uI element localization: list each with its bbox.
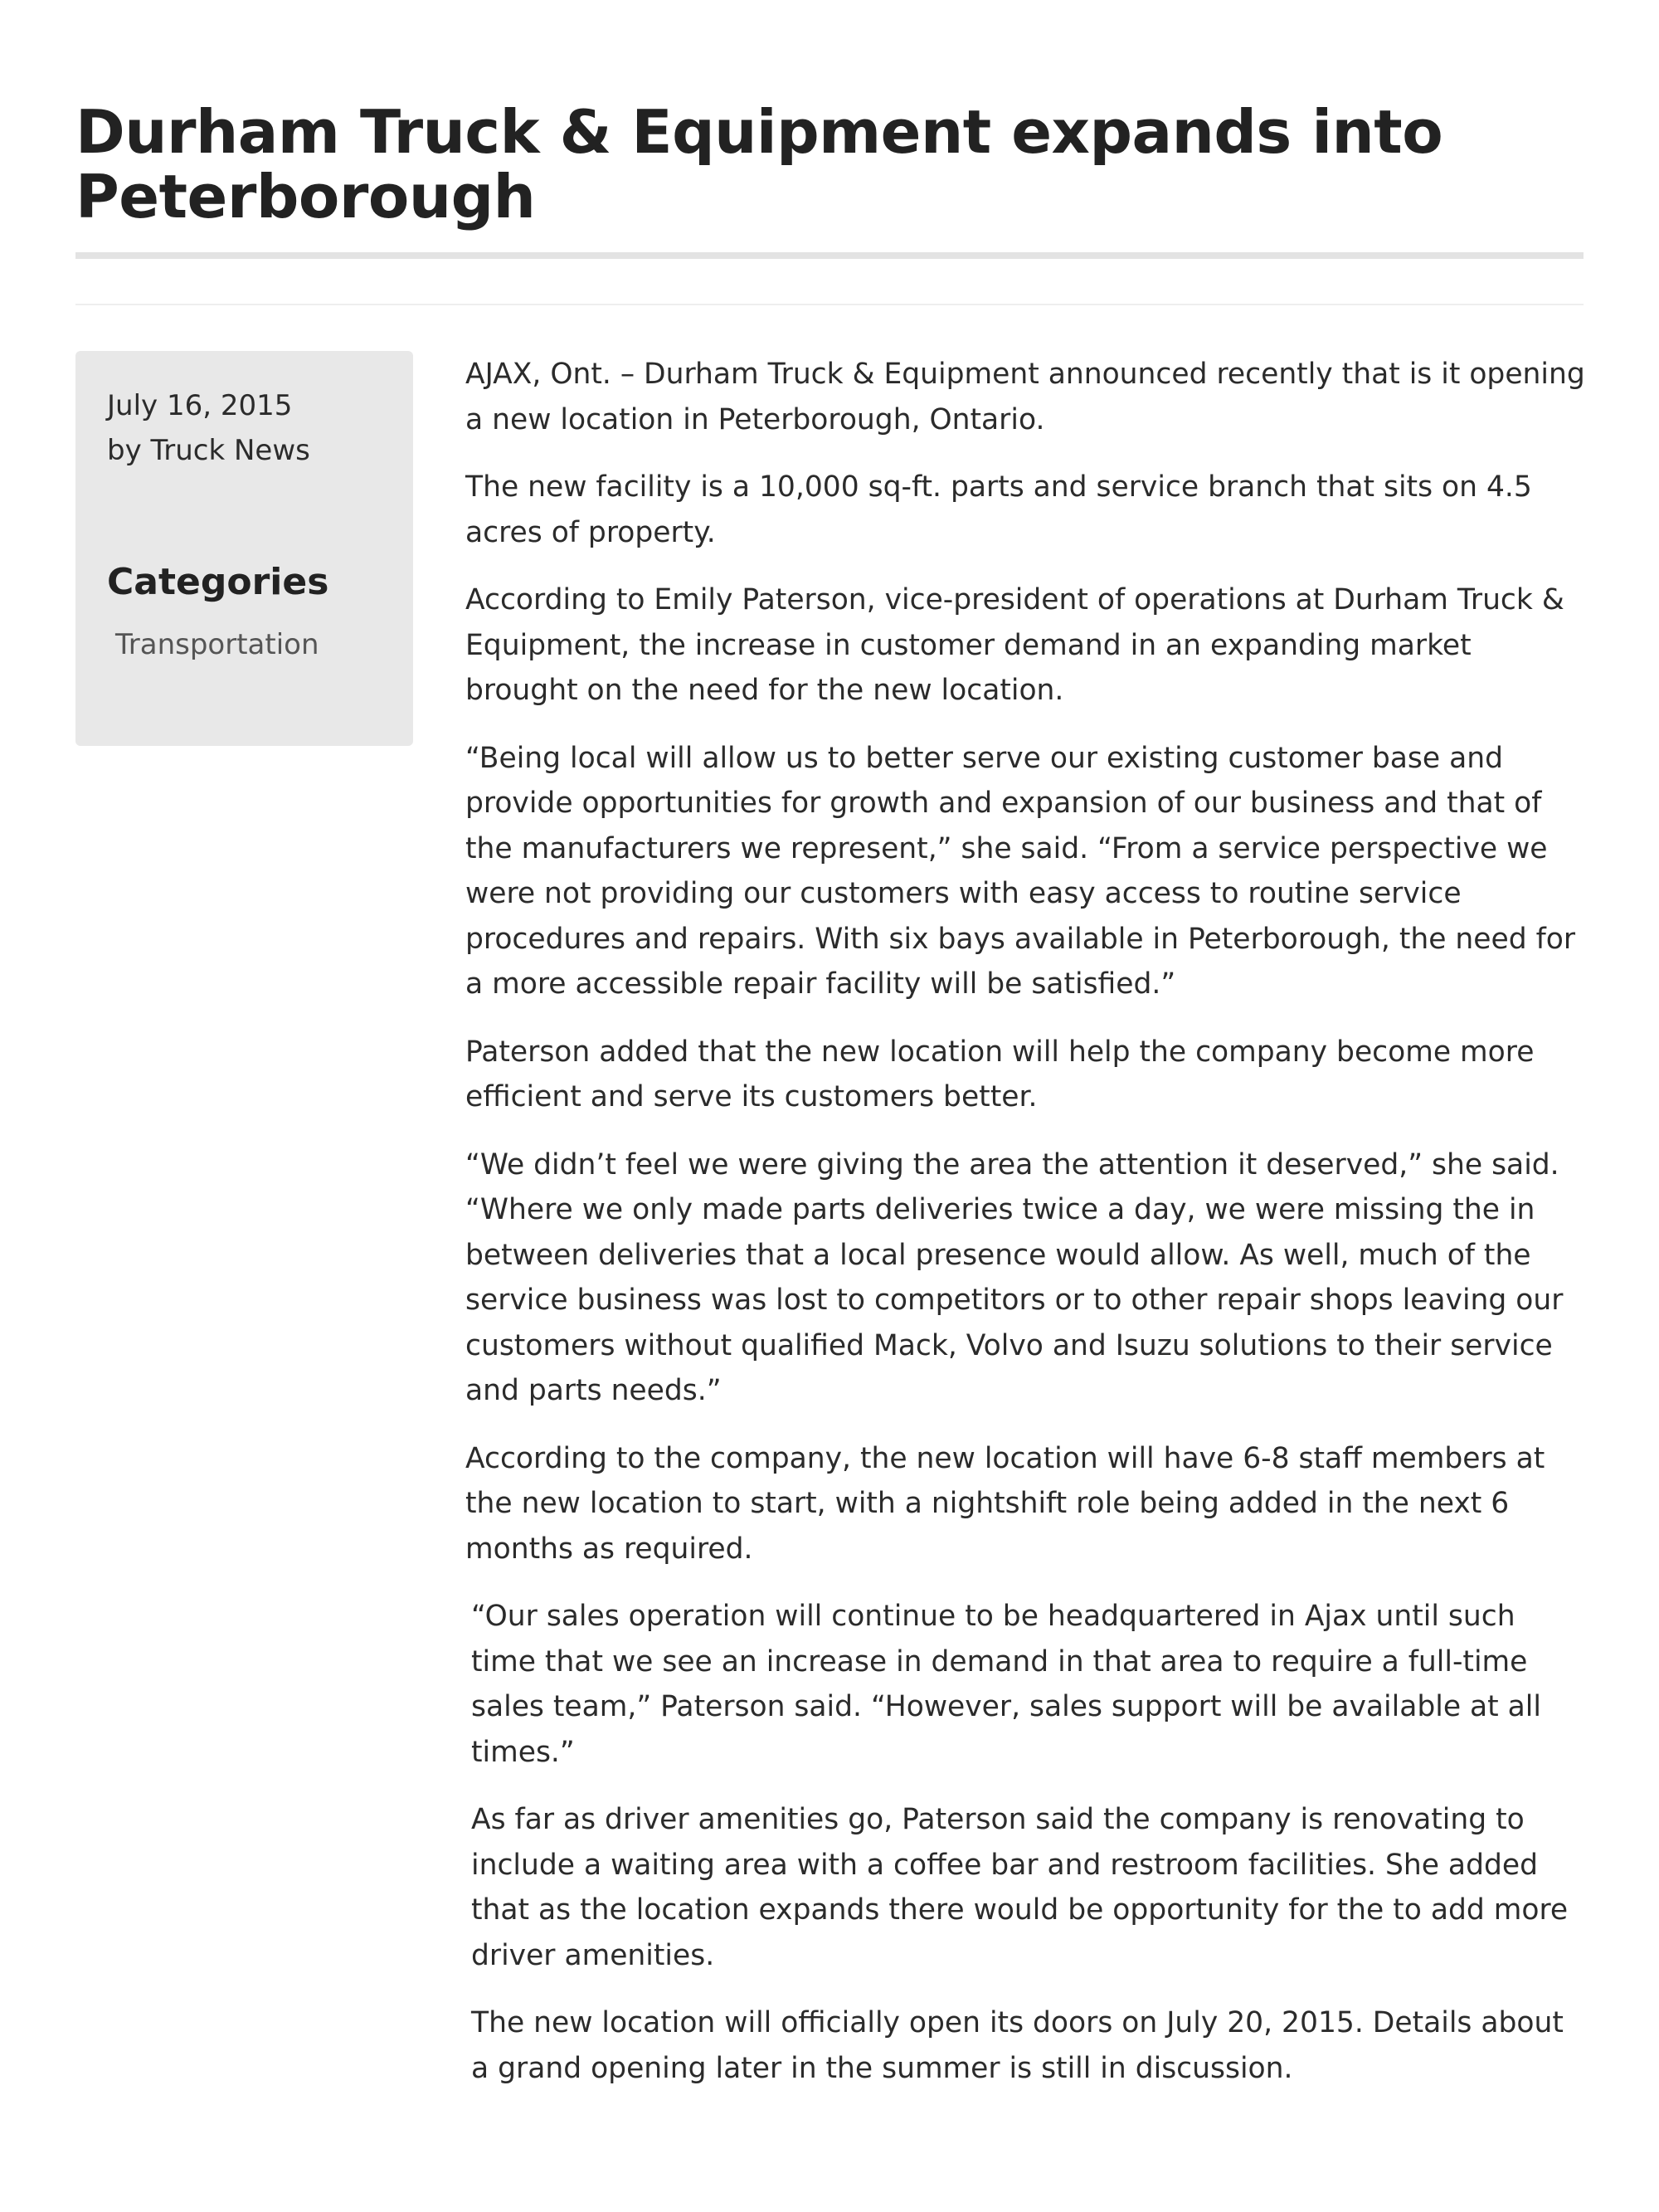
- article-paragraph: “Our sales operation will continue to be headquartered in Ajax until such time that we see an increase in demand in that area to require a full-time sales team,” Paterson said. “However, sales support will be available at all times.”: [471, 1600, 1541, 1769]
- article-title: Durham Truck & Equipment expands into Peterborough: [75, 97, 1443, 231]
- categories-heading: Categories: [107, 561, 329, 603]
- title-divider: [75, 252, 1584, 259]
- article-meta-sidebar: [75, 351, 413, 746]
- publish-date: July 16, 2015: [107, 389, 293, 422]
- article-paragraph: AJAX, Ont. – Durham Truck & Equipment announced recently that is it opening a new location in Peterborough, Ontario.: [465, 358, 1585, 436]
- article-body: [465, 352, 1587, 2113]
- article-paragraph: According to Emily Paterson, vice-president of operations at Durham Truck & Equipment, the increase in customer demand in an expanding market brought on the need for the new location.: [465, 583, 1564, 707]
- article-paragraph: “Being local will allow us to better serve our existing customer base and provide opportunities for growth and expansion of our business and that of the manufacturers we represent,” she said. “From a service perspective we were not providing our customers with easy access to routine service procedures and repairs. With six bays available in Peterborough, the need for a more accessible repair facility will be satisfied.”: [465, 741, 1576, 1001]
- article-paragraph: “We didn’t feel we were giving the area the attention it deserved,” she said. “Where we only made parts deliveries twice a day, we were missing the in between deliveries that a local presence would allow. As well, much of the service business was lost to competitors or to other repair shops leaving our customers without qualified Mack, Volvo and Isuzu solutions to their service and parts needs.”: [465, 1147, 1564, 1407]
- article-paragraph: The new facility is a 10,000 sq-ft. parts and service branch that sits on 4.5 acres of property.: [465, 470, 1532, 549]
- article-paragraph: As far as driver amenities go, Paterson said the company is renovating to include a waiting area with a coffee bar and restroom facilities. She added that as the location expands there would be opportunity for the to add more driver amenities.: [471, 1803, 1569, 1972]
- article-paragraph: Paterson added that the new location will help the company become more efficient and serve its customers better.: [465, 1035, 1535, 1113]
- article-paragraph: The new location will officially open its doors on July 20, 2015. Details about a grand opening later in the summer is still in discussion.: [471, 2006, 1564, 2085]
- byline: by Truck News: [107, 434, 310, 467]
- header-divider: [75, 304, 1584, 305]
- article-paragraph: According to the company, the new location will have 6-8 staff members at the new location to start, with a nightshift role being added in the next 6 months as required.: [465, 1441, 1545, 1566]
- category-link-transportation[interactable]: Transportation: [115, 628, 319, 661]
